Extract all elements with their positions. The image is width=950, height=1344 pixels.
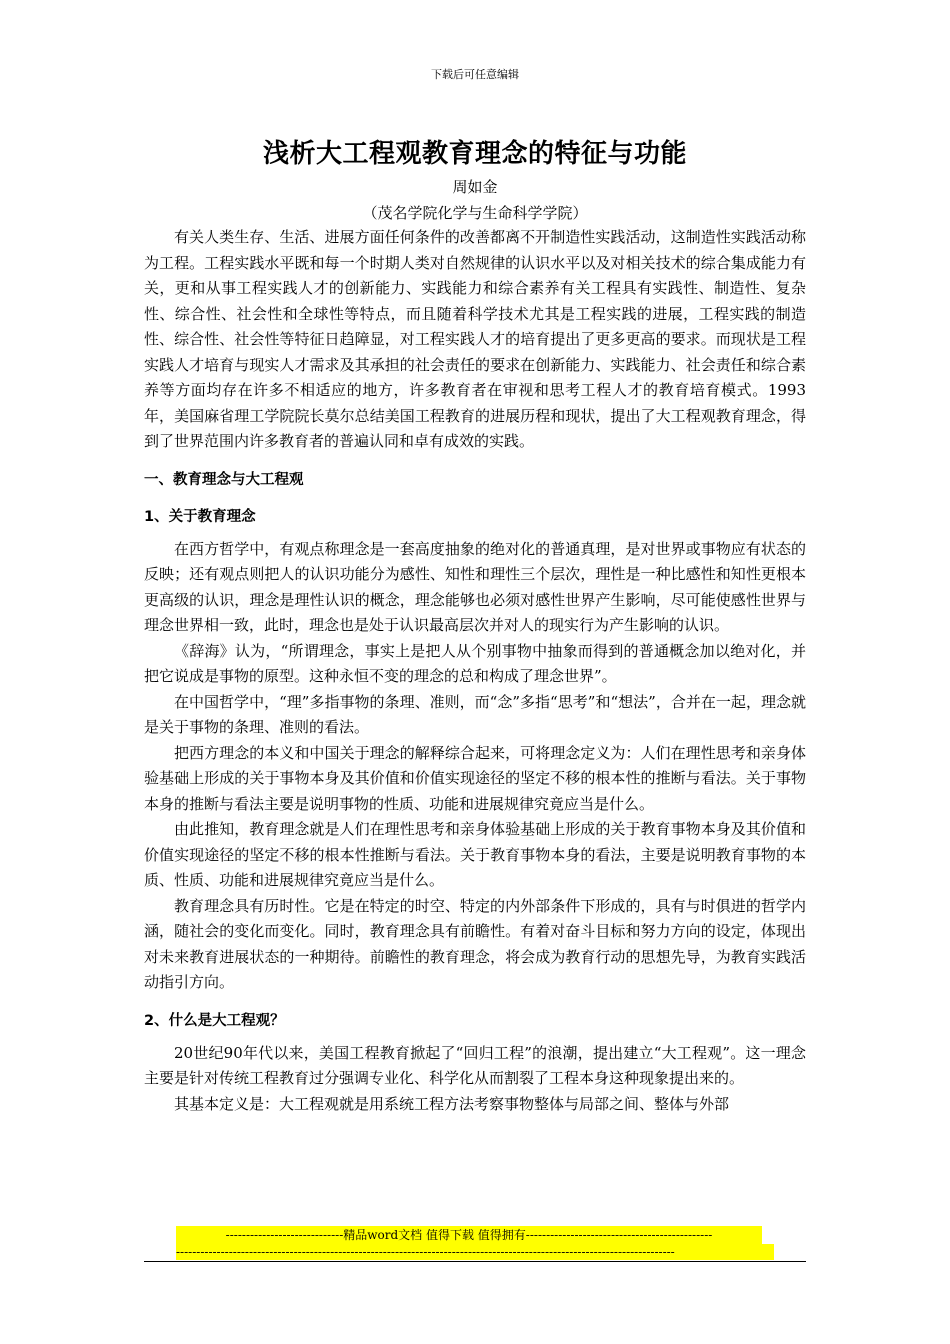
author-name: 周如金 (452, 178, 498, 196)
subsection-heading: 1、关于教育理念 (144, 508, 256, 525)
body-paragraph: 在中国哲学中，“理”多指事物的条理、准则，而“念”多指“思考”和“想法”，合并在一起，理念就是关于事物的条理、准则的看法。 (144, 692, 806, 736)
intro-paragraph: 有关人类生存、生活、进展方面任何条件的改善都离不开制造性实践活动，这制造性实践活动称为工程。工程实践水平既和每一个时期人类对自然规律的认识水平以及对相关技术的综合集成能力有关，更和从事工程实践人才的创新能力、实践能力和综合素养有关工程具有实践性、制造性、复杂性、综合性、社会性和全球性等特点，而且随着科学技术尤其是工程实践的进展，工程实践的制造性、综合性、社会性等特征日趋障显，对工程实践人才的培育提出了更多更高的要求。而现状是工程实践人才培育与现实人才需求及其承担的社会责任的要求在创新能力、实践能力、社会责任和综合素养等方面均存在许多不相适应的地方，许多教育者在审视和思考工程人才的教育培育模式。1993年，美国麻省理工学院院长莫尔总结美国工程教育的进展历程和现状，提出了大工程观教育理念，得到了世界范围内许多教育者的普遍认同和卓有成效的实践。 (144, 228, 806, 450)
footer-dash-line: --------------------------------------------------------------------------------------------------------------------------- (176, 1244, 774, 1260)
footer-banner: -----------------------------精品word文档 值得下载 值得拥有---------------------------------------------- (176, 1226, 762, 1244)
document-title: 浅析大工程观教育理念的特征与功能 (262, 139, 687, 169)
body-paragraph: 《辞海》认为，“所谓理念，事实上是把人从个别事物中抽象而得到的普通概念加以绝对化，并把它说成是事物的原型。这种永恒不变的理念的总和构成了理念世界”。 (144, 641, 806, 685)
body-paragraph: 把西方理念的本义和中国关于理念的解释综合起来，可将理念定义为：人们在理性思考和亲身体验基础上形成的关于事物本身及其价值和价值实现途径的坚定不移的根本性的推断与看法。关于事物本身的推断与看法主要是说明事物的性质、功能和进展规律究竟应当是什么。 (144, 743, 806, 813)
page-footer (144, 1226, 806, 1260)
body-paragraph: 由此推知，教育理念就是人们在理性思考和亲身体验基础上形成的关于教育事物本身及其价值和价值实现途径的坚定不移的根本性推断与看法。关于教育事物本身的看法，主要是说明教育事物的本质、性质、功能和进展规律究竟应当是什么。 (144, 820, 806, 889)
body-paragraph: 在西方哲学中，有观点称理念是一套高度抽象的绝对化的普通真理，是对世界或事物应有状态的反映；还有观点则把人的认识功能分为感性、知性和理性三个层次，理性是一种比感性和知性更根本更高级的认识，理念是理性认识的概念，理念能够也必须对感性世界产生影响，尽可能使感性世界与理念世界相一致，此时，理念也是处于认识最高层次并对人的现实行为产生影响的认识。 (144, 539, 806, 634)
document-body (144, 225, 806, 1117)
footer-divider (144, 1261, 806, 1262)
body-paragraph: 其基本定义是：大工程观就是用系统工程方法考察事物整体与局部之间、整体与外部 (174, 1094, 730, 1113)
header-note: 下载后可任意编辑 (431, 68, 519, 81)
body-paragraph: 20世纪90年代以来，美国工程教育掀起了“回归工程”的浪潮，提出建立“大工程观”。这一理念主要是针对传统工程教育过分强调专业化、科学化从而割裂了工程本身这种现象提出来的。 (144, 1043, 806, 1087)
subsection-heading: 2、什么是大工程观？ (144, 1012, 285, 1029)
author-affiliation: （茂名学院化学与生命科学学院） (362, 204, 588, 222)
body-paragraph: 教育理念具有历时性。它是在特定的时空、特定的内外部条件下形成的，具有与时俱进的哲学内涵，随社会的变化而变化。同时，教育理念具有前瞻性。有着对奋斗目标和努力方向的设定，体现出对未来教育进展状态的一种期待。前瞻性的教育理念，将会成为教育行动的思想先导，为教育实践活动指引方向。 (144, 896, 806, 991)
section-heading: 一、教育理念与大工程观 (144, 471, 304, 488)
